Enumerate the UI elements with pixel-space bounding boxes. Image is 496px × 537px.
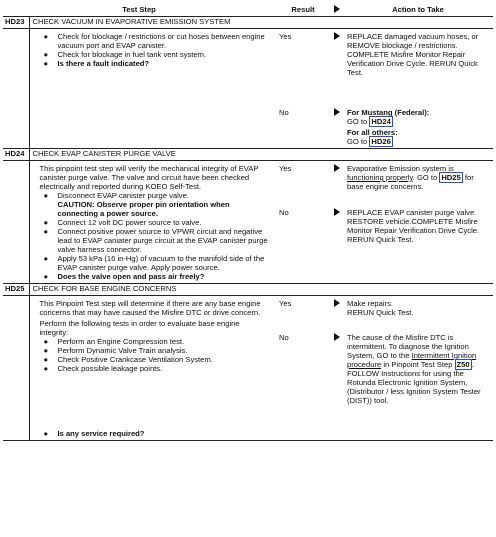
- list-item: ● Perform an Engine Compression test.: [43, 337, 185, 346]
- result-no: No: [279, 208, 289, 217]
- result-yes: Yes: [279, 32, 292, 41]
- step-body-row-hd23: [3, 29, 493, 149]
- step-title-row-hd24: [3, 149, 493, 161]
- list-item: ● Connect 12 volt DC power source to valve.: [43, 218, 202, 227]
- header-arrow-icon: [331, 3, 343, 17]
- arrow-icon: [331, 299, 343, 333]
- diagnostic-table-page: [1, 1, 495, 535]
- header-action: Action to Take: [343, 3, 493, 17]
- result-cell: [275, 29, 331, 149]
- result-no: No: [279, 108, 289, 117]
- step-title: CHECK FOR BASE ENGINE CONCERNS: [29, 284, 493, 296]
- result-yes: Yes: [279, 164, 292, 173]
- result-cell: [275, 296, 331, 441]
- list-item: ● Check for blockage / restrictions or cut hoses between engine vacuum port and EVAP canister.: [43, 32, 265, 50]
- action-cell: [343, 29, 493, 149]
- step-body-row-hd24: [3, 161, 493, 284]
- header-test-step: Test Step: [3, 3, 275, 17]
- caution-note: CAUTION: Observe proper pin orientation when connecting a power source.: [57, 200, 230, 218]
- header-result: Result: [275, 3, 331, 17]
- step-title-row-hd23: [3, 17, 493, 29]
- result-yes: Yes: [279, 299, 292, 308]
- step-title: CHECK EVAP CANISTER PURGE VALVE: [29, 149, 493, 161]
- yes-action: Make repairs. RERUN Quick Test.: [347, 299, 414, 317]
- list-item: ● Apply 53 kPa (16 in-Hg) of vacuum to the manifold side of the EVAP canister purge valve. Apply power source.: [43, 254, 265, 272]
- list-item: ● Connect positive power source to VPWR circuit and negative lead to EVAP caniater purge circuit at the EVAP canister purge valve harness connector.: [43, 227, 268, 254]
- step-instructions: This Pinpoint Test step will determine if there are any base engine concerns that may have caused the Misfire DTC or drive concern. Perform the following tests in order to evaluate base engine integrity: ● Perform an Engine Compression test. ● Perform Dynamic Valve Train analysis. ● Check Positive Crankcase Ventilation System. ● Check possible leakage points. ● Is any service required?: [29, 296, 275, 441]
- list-item: ● Check possible leakage points.: [43, 364, 163, 373]
- no-action: REPLACE EVAP canister purge valve. RESTORE vehicle.COMPLETE Misfire Monitor Repair Verification Drive Cycle. RERUN Quick Test.: [347, 208, 480, 244]
- step-link-hd26[interactable]: HD26: [371, 137, 391, 146]
- step-link-hd25[interactable]: HD25: [441, 173, 461, 182]
- arrow-icon: [331, 208, 343, 218]
- step-code: HD25: [3, 284, 29, 296]
- step-question: ● Is there a fault indicated?: [43, 59, 150, 68]
- step-code: HD24: [3, 149, 29, 161]
- arrow-icon: [331, 108, 343, 118]
- step-link-hd24[interactable]: HD24: [371, 117, 391, 126]
- pinpoint-test-table: [3, 3, 493, 441]
- step-link-z50[interactable]: Z50: [456, 360, 470, 369]
- arrow-icon: [331, 32, 343, 108]
- action-cell: [343, 296, 493, 441]
- yes-action: REPLACE damaged vacuum hoses, or REMOVE blockage / restrictions. COMPLETE Misfire Monitor Repair Verification Drive Cycle. RERUN Quick Test.: [347, 32, 479, 77]
- list-item: ● Check Positive Crankcase Ventilation System.: [43, 355, 213, 364]
- step-instructions: [29, 29, 275, 149]
- result-cell: [275, 161, 331, 284]
- arrow-icon: [331, 333, 343, 343]
- action-cell: [343, 161, 493, 284]
- arrow-icon: [331, 164, 343, 208]
- step-body-row-hd25: [3, 296, 493, 441]
- step-question: ● Does the valve open and pass air freely?: [43, 272, 205, 281]
- step-instructions: This pinpoint test step will verify the mechanical integrity of EVAP canister purge valve. The valve and circuit have been checked electrically and reported during KOEO Self-Test. ● Disconnect EVAP canister purge valve. CAUTION: Observe proper pin orientation when connecting a power source. ● Connect 12 volt DC power source to valve. ● Connect positive power source to VPWR circuit and negative lead to EVAP caniater purge circuit at the EVAP canister purge valve harness connector. ● Apply 53 kPa (16 in-Hg) of vacuum to the manifold side of the EVAP canister purge valve. Apply power source. ● Does the valve open and pass air freely?: [29, 161, 275, 284]
- step-title-row-hd25: [3, 284, 493, 296]
- step-title: CHECK VACUUM IN EVAPORATIVE EMISSION SYSTEM: [29, 17, 493, 29]
- result-no: No: [279, 333, 289, 342]
- yes-action: Evaporative Emission system is functioning properly. GO to HD25 for base engine concerns.: [347, 164, 474, 191]
- step-code: HD23: [3, 17, 29, 29]
- step-question: ● Is any service required?: [43, 429, 145, 438]
- table-header: [3, 3, 493, 17]
- no-action: The cause of the Misfire DTC is intermittent. To diagnose the Ignition System, GO to the Intermittent Ignition procedure in Pinpoint Test Step Z50 . FOLLOW Instructions for using the Rotunda Electronic Ignition System, (Distributor / less Ignition System Tester (DIST)) tool.: [347, 333, 481, 405]
- no-action: For Mustang (Federal): GO to HD24 For all others: GO to HD26: [347, 108, 430, 146]
- list-item: ● Disconnect EVAP canister purge valve.: [43, 191, 189, 200]
- list-item: ● Check for blockage in fuel tank vent system.: [43, 50, 207, 59]
- list-item: ● Perform Dynamic Valve Train analysis.: [43, 346, 188, 355]
